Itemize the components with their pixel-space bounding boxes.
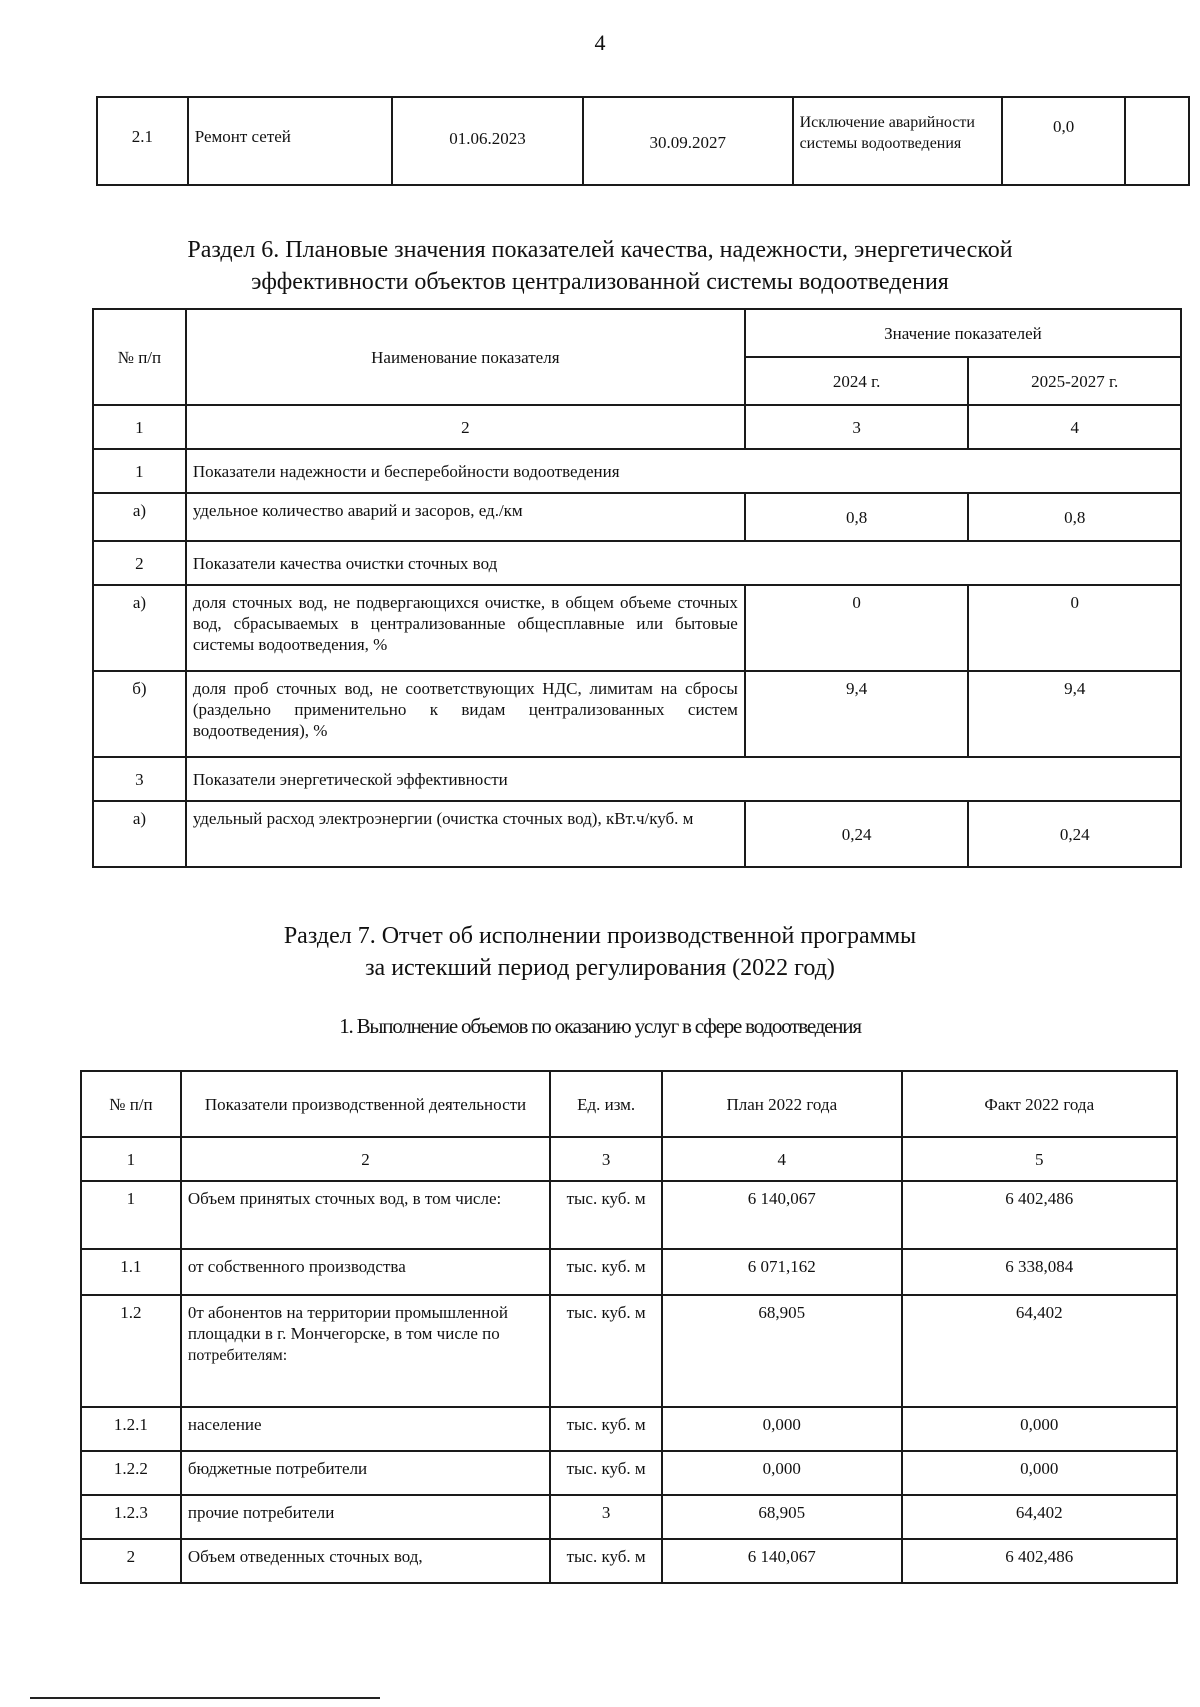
s7-row-plan: 6 140,067 [662, 1181, 902, 1249]
s6-header-name: Наименование показателя [186, 309, 745, 405]
section7-title [0, 920, 1200, 984]
s7-row-unit: тыс. куб. м [550, 1181, 662, 1249]
s7-row-unit: тыс. куб. м [550, 1539, 662, 1583]
s6-colnum: 4 [968, 405, 1181, 449]
table-row [93, 541, 1181, 585]
s7-row-unit: тыс. куб. м [550, 1407, 662, 1451]
s6-row-num: 2 [93, 541, 186, 585]
s7-header-unit: Ед. изм. [550, 1071, 662, 1137]
s6-row-v1: 0 [745, 585, 969, 671]
s6-row-v1: 0,24 [745, 801, 969, 867]
s6-row-name: удельный расход электроэнергии (очистка сточных вод), кВт.ч/куб. м [186, 801, 745, 867]
table-row [81, 1495, 1177, 1539]
s7-header-plan: План 2022 года [662, 1071, 902, 1137]
s6-row-name: доля проб сточных вод, не соответствующих НДС, лимитам на сбросы (раздельно применительно к видам централизованных систем водоотведения), % [186, 671, 745, 757]
top-row-start: 01.06.2023 [392, 97, 583, 185]
table-row [81, 1181, 1177, 1249]
s6-header-values: Значение показателей [745, 309, 1181, 357]
section6-table [92, 308, 1182, 868]
s7-row-num: 1.2.2 [81, 1451, 181, 1495]
s7-row-fact: 64,402 [902, 1295, 1177, 1407]
s7-row-unit: тыс. куб. м [550, 1295, 662, 1407]
s7-colnum: 2 [181, 1137, 550, 1181]
s6-header-year1: 2024 г. [745, 357, 969, 405]
s6-group-name: Показатели надежности и бесперебойности водоотведения [186, 449, 1181, 493]
s7-colnum: 4 [662, 1137, 902, 1181]
s7-row-name: Объем принятых сточных вод, в том числе: [181, 1181, 550, 1249]
section6-title-line1: Раздел 6. Плановые значения показателей качества, надежности, энергетической [187, 237, 1013, 263]
section7-table [80, 1070, 1178, 1584]
s7-row-plan: 6 140,067 [662, 1539, 902, 1583]
section7-title-line2: за истекший период регулирования (2022 год) [365, 955, 835, 981]
s7-row-fact: 6 402,486 [902, 1539, 1177, 1583]
s6-header-year2: 2025-2027 г. [968, 357, 1181, 405]
s7-row-num: 1.2.3 [81, 1495, 181, 1539]
section7-subtitle: 1. Выполнение объемов по оказанию услуг в сфере водоотведения [339, 1014, 861, 1038]
section6-title-line2: эффективности объектов централизованной системы водоотведения [251, 269, 949, 295]
s7-row-num: 2 [81, 1539, 181, 1583]
s6-row-num: а) [93, 585, 186, 671]
table-row [93, 449, 1181, 493]
s7-row-num: 1.1 [81, 1249, 181, 1295]
s7-row-num: 1.2.1 [81, 1407, 181, 1451]
top-row-goal: Исключение аварийности системы водоотведения [793, 97, 1003, 185]
table-row [93, 757, 1181, 801]
s6-row-num: а) [93, 493, 186, 541]
s6-row-v2: 9,4 [968, 671, 1181, 757]
s6-row-num: 3 [93, 757, 186, 801]
table-row [81, 1539, 1177, 1583]
s7-colnum: 3 [550, 1137, 662, 1181]
s7-row-fact: 64,402 [902, 1495, 1177, 1539]
s6-row-num: б) [93, 671, 186, 757]
table-row [93, 671, 1181, 757]
footnote-divider [30, 1697, 380, 1699]
s7-row-plan: 0,000 [662, 1407, 902, 1451]
s6-group-name: Показатели качества очистки сточных вод [186, 541, 1181, 585]
s7-row-name: от собственного производства [181, 1249, 550, 1295]
s6-row-num: а) [93, 801, 186, 867]
table-row [81, 1407, 1177, 1451]
s7-row-name: прочие потребители [181, 1495, 550, 1539]
top-row-end: 30.09.2027 [583, 97, 793, 185]
s6-row-name: доля сточных вод, не подвергающихся очистке, в общем объеме сточных вод, сбрасываемых в централизованные общесплавные или бытовые системы водоотведения, % [186, 585, 745, 671]
s6-row-name: удельное количество аварий и засоров, ед./км [186, 493, 745, 541]
table-row [93, 801, 1181, 867]
s7-row-fact: 0,000 [902, 1451, 1177, 1495]
s7-row-fact: 6 338,084 [902, 1249, 1177, 1295]
s7-row-plan: 68,905 [662, 1495, 902, 1539]
s7-row-unit: тыс. куб. м [550, 1451, 662, 1495]
s6-row-v2: 0 [968, 585, 1181, 671]
s6-colnum: 2 [186, 405, 745, 449]
s7-row-unit: тыс. куб. м [550, 1249, 662, 1295]
s7-row-plan: 68,905 [662, 1295, 902, 1407]
s7-row-num: 1.2 [81, 1295, 181, 1407]
top-row-name: Ремонт сетей [188, 97, 392, 185]
top-row-extra [1125, 97, 1189, 185]
s6-row-v2: 0,24 [968, 801, 1181, 867]
s7-row-num: 1 [81, 1181, 181, 1249]
s6-colnum: 3 [745, 405, 969, 449]
s7-row-plan: 6 071,162 [662, 1249, 902, 1295]
top-row-num: 2.1 [97, 97, 188, 185]
table-row [81, 1451, 1177, 1495]
s6-row-v1: 9,4 [745, 671, 969, 757]
s6-row-v1: 0,8 [745, 493, 969, 541]
s7-row-name: Объем отведенных сточных вод, [181, 1539, 550, 1583]
table-row [93, 585, 1181, 671]
s7-colnum: 1 [81, 1137, 181, 1181]
top-table [96, 96, 1190, 186]
s6-colnum: 1 [93, 405, 186, 449]
s7-header-name: Показатели производственной деятельности [181, 1071, 550, 1137]
s6-row-num: 1 [93, 449, 186, 493]
s6-row-v2: 0,8 [968, 493, 1181, 541]
s6-header-num: № п/п [93, 309, 186, 405]
table-row [93, 493, 1181, 541]
s7-row-fact: 6 402,486 [902, 1181, 1177, 1249]
s7-row-fact: 0,000 [902, 1407, 1177, 1451]
table-row [81, 1249, 1177, 1295]
s7-row-unit: 3 [550, 1495, 662, 1539]
s7-row-name: население [181, 1407, 550, 1451]
s7-row-name-small: потребителям: [187, 1347, 288, 1364]
s7-header-fact: Факт 2022 года [902, 1071, 1177, 1137]
s6-group-name: Показатели энергетической эффективности [186, 757, 1181, 801]
s7-row-name: бюджетные потребители [181, 1451, 550, 1495]
s7-row-name-cell [181, 1295, 550, 1407]
page-number: 4 [594, 30, 606, 55]
top-row-value: 0,0 [1002, 97, 1125, 185]
s7-row-plan: 0,000 [662, 1451, 902, 1495]
table-row [81, 1295, 1177, 1407]
section7-title-line1: Раздел 7. Отчет об исполнении производственной программы [283, 923, 917, 949]
s7-colnum: 5 [902, 1137, 1177, 1181]
section6-title [0, 234, 1200, 298]
s7-row-name: 0т абонентов на территории промышленной площадки в г. Мончегорске, в том числе по [187, 1303, 508, 1343]
s7-header-num: № п/п [81, 1071, 181, 1137]
